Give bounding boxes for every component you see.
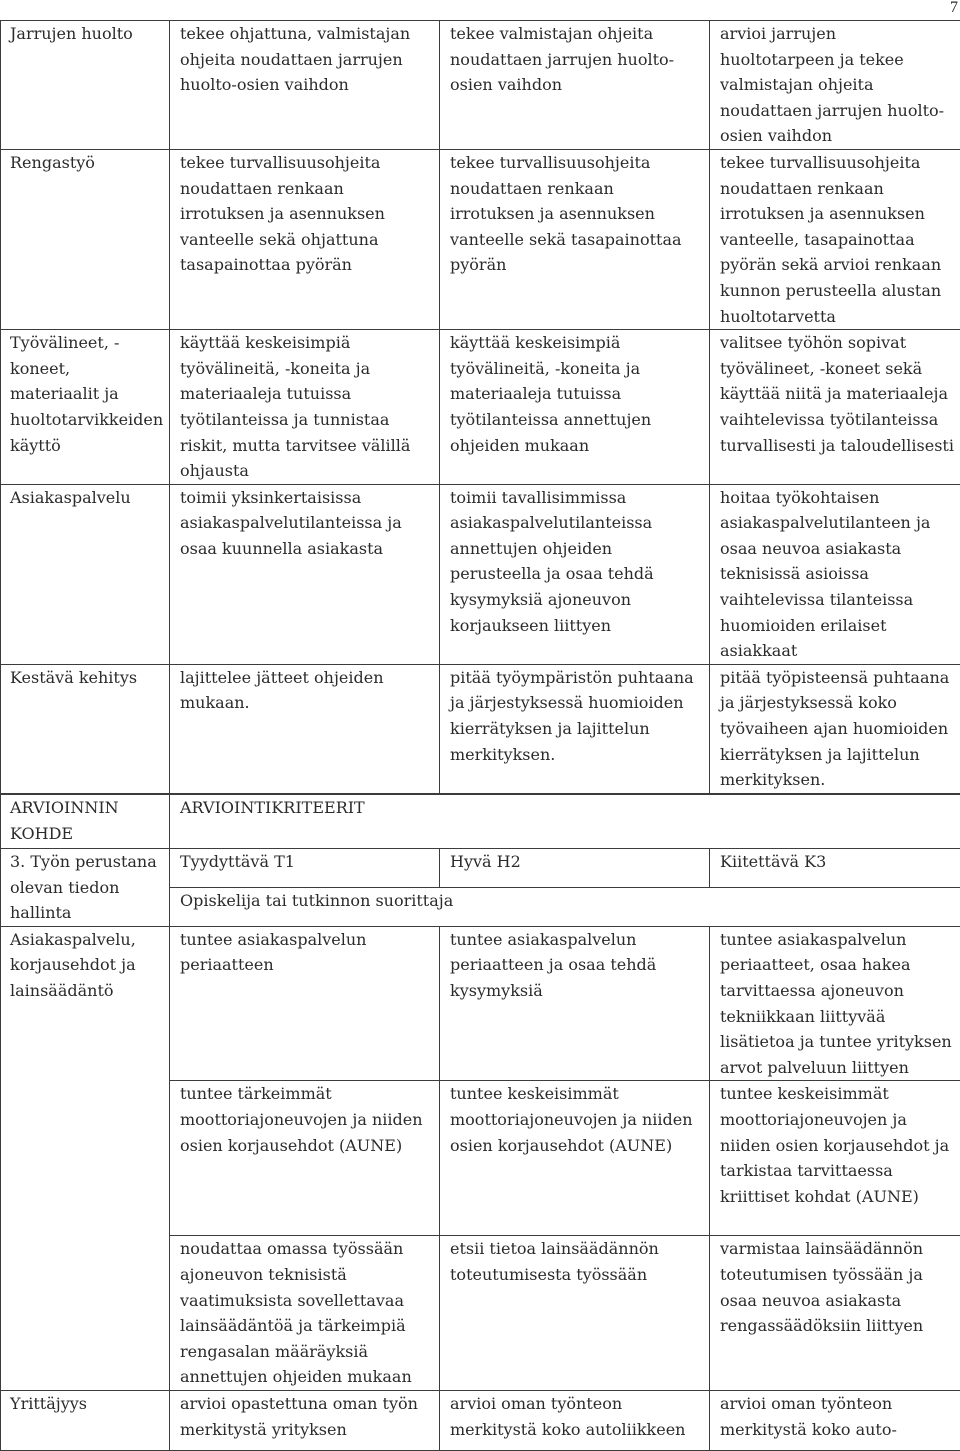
criteria-h2: käyttää keskeisimpiä työvälineitä, -koneita ja materiaaleja tutuissa työtilanteissa annettujen ohjeiden mukaan	[440, 330, 710, 485]
criteria-table-knowledge	[0, 794, 960, 1451]
table-row	[1, 330, 960, 485]
criteria-h2: pitää työympäristön puhtaana ja järjestyksessä huomioiden kierrätyksen ja lajittelun merkityksen.	[440, 664, 710, 793]
criteria-h2: toimii tavallisimmissa asiakaspalvelutilanteissa annettujen ohjeiden perusteella ja osaa tehdä kysymyksiä ajoneuvon korjaukseen liittyen	[440, 484, 710, 664]
grade-t1-header: Tyydyttävä T1	[170, 849, 440, 888]
criteria-h2: arvioi oman työnteon merkitystä koko autoliikkeen	[440, 1390, 710, 1450]
assessment-target-header: ARVIOINNIN KOHDE	[1, 795, 170, 849]
criteria-t1: käyttää keskeisimpiä työvälineitä, -koneita ja materiaaleja tutuissa työtilanteissa ja tunnistaa riskit, mutta tarvitsee välillä ohjausta	[170, 330, 440, 485]
assessment-target-entrepreneurship: Yrittäjyys	[1, 1390, 170, 1450]
criteria-table-continued	[0, 20, 960, 794]
assessment-criteria-header: ARVIOINTIKRITEERIT	[170, 795, 960, 849]
criteria-h2: tekee turvallisuusohjeita noudattaen renkaan irrotuksen ja asennuksen vanteelle sekä tasapainottaa pyörän	[440, 149, 710, 329]
criteria-k3: pitää työpisteensä puhtaana ja järjestyksessä koko työvaiheen ajan huomioiden kierrätyksen ja lajittelun merkityksen.	[710, 664, 960, 793]
table-row	[1, 21, 960, 150]
table-row	[1, 149, 960, 329]
criteria-t1: tekee ohjattuna, valmistajan ohjeita noudattaen jarrujen huolto-osien vaihdon	[170, 21, 440, 150]
criteria-k3: arvioi oman työnteon merkitystä koko auto-	[710, 1390, 960, 1450]
criteria-t1: tuntee asiakaspalvelun periaatteen	[170, 926, 440, 1081]
assessment-target-sustainability: Kestävä kehitys	[1, 664, 170, 793]
assessment-target-brakes: Jarrujen huolto	[1, 21, 170, 150]
subject-label: Opiskelija tai tutkinnon suorittaja	[170, 887, 960, 926]
criteria-t1: lajittelee jätteet ohjeiden mukaan.	[170, 664, 440, 793]
assessment-target-knowledge: 3. Työn perustana olevan tiedon hallinta	[1, 849, 170, 927]
criteria-k3: valitsee työhön sopivat työvälineet, -koneet sekä käyttää niitä ja materiaaleja vaihtelevissa työtilanteissa turvallisesti ja taloudellisesti	[710, 330, 960, 485]
page-number: 7	[950, 0, 958, 18]
criteria-t1: tuntee tärkeimmät moottoriajoneuvojen ja niiden osien korjausehdot (AUNE)	[170, 1081, 440, 1236]
table-row	[1, 664, 960, 793]
criteria-k3: tuntee keskeisimmät moottoriajoneuvojen ja niiden osien korjausehdot ja tarkistaa tarvittaessa kriittiset kohdat (AUNE)	[710, 1081, 960, 1236]
criteria-k3: tekee turvallisuusohjeita noudattaen renkaan irrotuksen ja asennuksen vanteelle, tasapainottaa pyörän sekä arvioi renkaan kunnon perusteella alustan huoltotarvetta	[710, 149, 960, 329]
assessment-target-legislation: Asiakaspalvelu, korjausehdot ja lainsäädäntö	[1, 926, 170, 1390]
grade-k3-header: Kiitettävä K3	[710, 849, 960, 888]
assessment-target-tools: Työvälineet, -koneet, materiaalit ja huoltotarvikkeiden käyttö	[1, 330, 170, 485]
criteria-k3: varmistaa lainsäädännön toteutumisen työssään ja osaa neuvoa asiakasta rengassäädöksiin liittyen	[710, 1236, 960, 1391]
criteria-h2: tekee valmistajan ohjeita noudattaen jarrujen huolto-osien vaihdon	[440, 21, 710, 150]
criteria-k3: tuntee asiakaspalvelun periaatteet, osaa hakea tarvittaessa ajoneuvon tekniikkaan liittyvää lisätietoa ja tuntee yrityksen arvot palveluun liittyen	[710, 926, 960, 1081]
table-header-row	[1, 795, 960, 849]
assessment-target-customer-service: Asiakaspalvelu	[1, 484, 170, 664]
table-row	[1, 1390, 960, 1450]
criteria-h2: etsii tietoa lainsäädännön toteutumisesta työssään	[440, 1236, 710, 1391]
table-row	[1, 484, 960, 664]
criteria-t1: toimii yksinkertaisissa asiakaspalvelutilanteissa ja osaa kuunnella asiakasta	[170, 484, 440, 664]
grade-row	[1, 849, 960, 888]
grade-h2-header: Hyvä H2	[440, 849, 710, 888]
criteria-t1: arvioi opastettuna oman työn merkitystä yrityksen	[170, 1390, 440, 1450]
criteria-t1: noudattaa omassa työssään ajoneuvon teknisistä vaatimuksista sovellettavaa lainsäädäntöä ja tärkeimpiä rengasalan määräyksiä annettujen ohjeiden mukaan	[170, 1236, 440, 1391]
criteria-k3: hoitaa työkohtaisen asiakaspalvelutilanteen ja osaa neuvoa asiakasta teknisissä asioissa vaihtelevissa tilanteissa huomioiden erilaiset asiakkaat	[710, 484, 960, 664]
table-row	[1, 926, 960, 1081]
criteria-k3: arvioi jarrujen huoltotarpeen ja tekee valmistajan ohjeita noudattaen jarrujen huolto-osien vaihdon	[710, 21, 960, 150]
criteria-h2: tuntee keskeisimmät moottoriajoneuvojen ja niiden osien korjausehdot (AUNE)	[440, 1081, 710, 1236]
criteria-t1: tekee turvallisuusohjeita noudattaen renkaan irrotuksen ja asennuksen vanteelle sekä ohjattuna tasapainottaa pyörän	[170, 149, 440, 329]
criteria-h2: tuntee asiakaspalvelun periaatteen ja osaa tehdä kysymyksiä	[440, 926, 710, 1081]
assessment-target-tires: Rengastyö	[1, 149, 170, 329]
